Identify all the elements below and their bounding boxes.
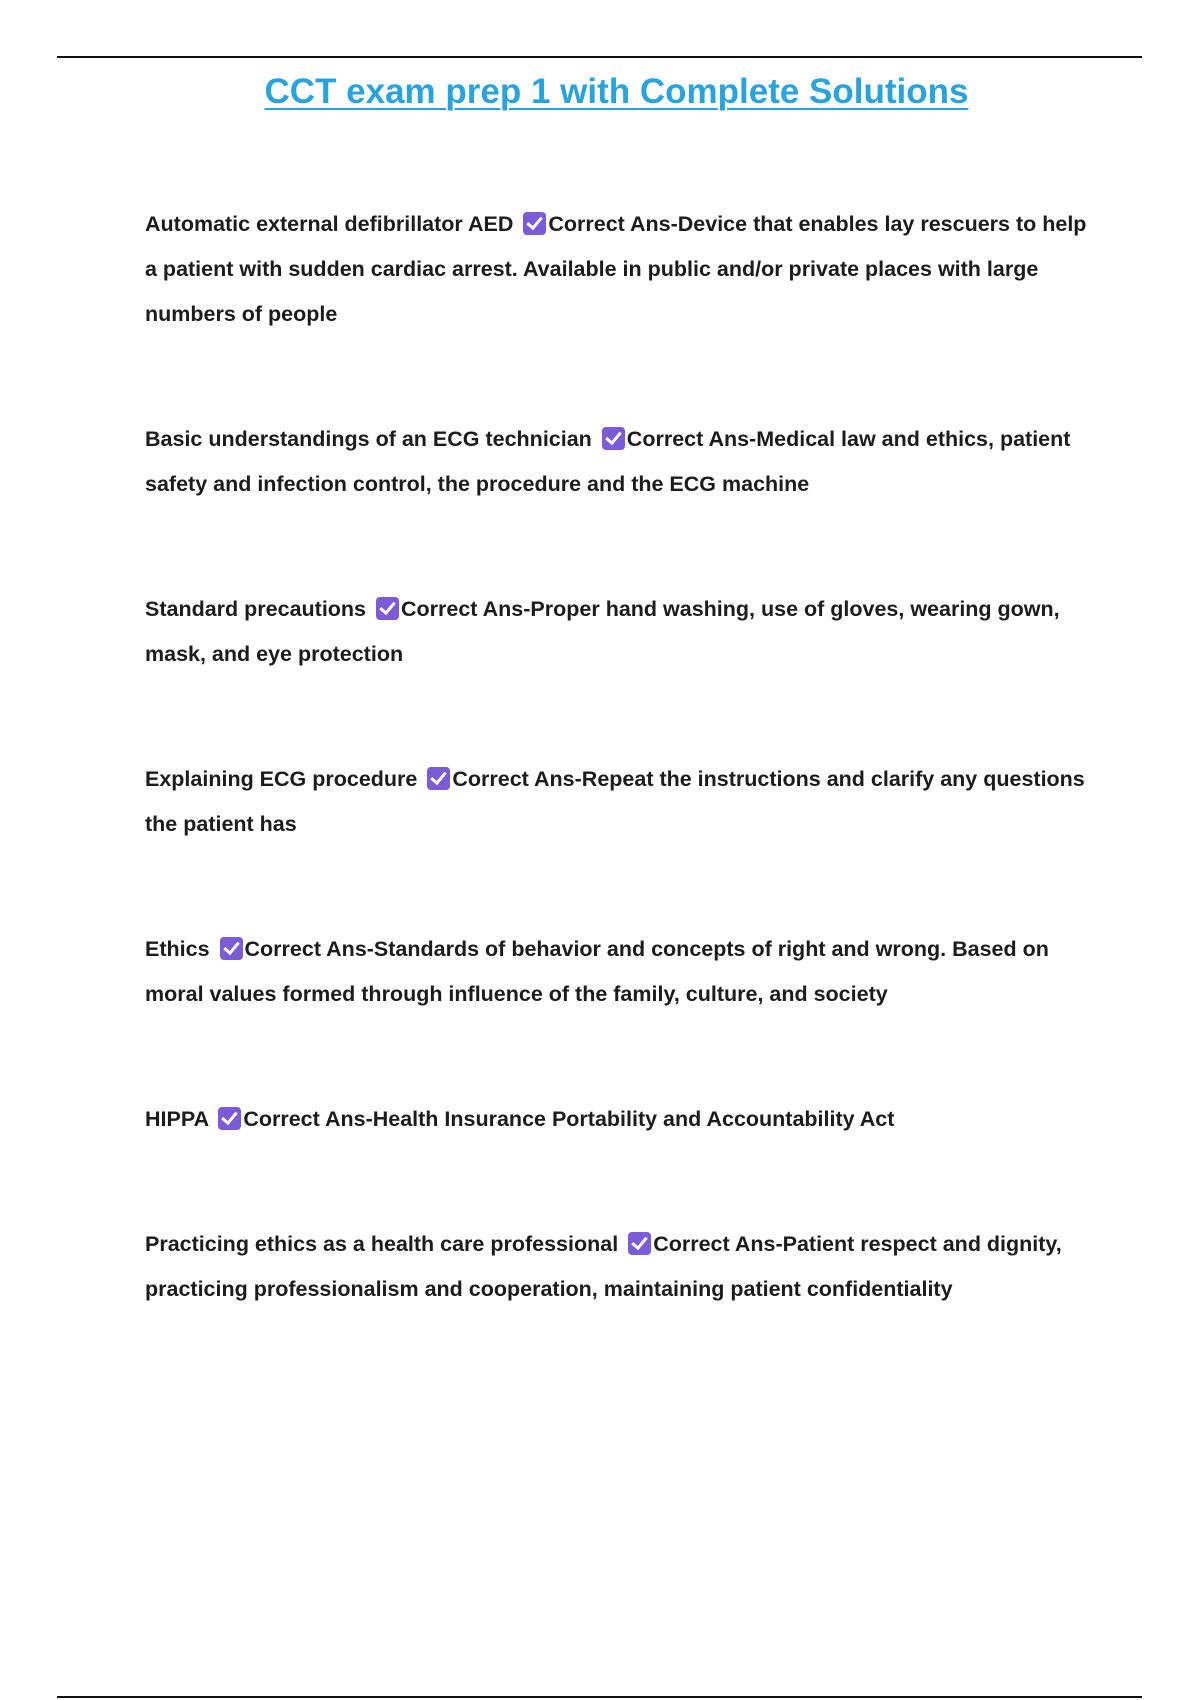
qa-list [145, 202, 1095, 1312]
qa-answer: Correct Ans-Medical law and ethics, patient safety and infection control, the procedure and the ECG machine [145, 427, 1071, 496]
qa-answer: Correct Ans-Repeat the instructions and clarify any questions the patient has [145, 767, 1085, 836]
qa-item [145, 1222, 1095, 1312]
qa-term: Practicing ethics as a health care professional [145, 1232, 619, 1256]
qa-term: Automatic external defibrillator AED [145, 212, 514, 236]
checkbox-checked-icon [376, 597, 399, 620]
qa-item [145, 587, 1095, 677]
qa-item [145, 1097, 1095, 1142]
qa-item [145, 927, 1095, 1017]
checkbox-checked-icon [220, 937, 243, 960]
checkbox-checked-icon [628, 1232, 651, 1255]
qa-term: HIPPA [145, 1107, 209, 1131]
qa-answer: Correct Ans-Proper hand washing, use of gloves, wearing gown, mask, and eye protection [145, 597, 1060, 666]
qa-item [145, 757, 1095, 847]
qa-term: Standard precautions [145, 597, 367, 621]
checkbox-checked-icon [602, 427, 625, 450]
top-divider [57, 56, 1142, 58]
qa-term: Basic understandings of an ECG technician [145, 427, 592, 451]
qa-answer: Correct Ans-Health Insurance Portability and Accountability Act [243, 1107, 895, 1131]
qa-item [145, 202, 1095, 337]
qa-answer: Correct Ans-Device that enables lay rescuers to help a patient with sudden cardiac arrest. Available in public and/or private places with large numbers of people [145, 212, 1087, 326]
qa-term: Ethics [145, 937, 210, 961]
checkbox-checked-icon [218, 1107, 241, 1130]
checkbox-checked-icon [427, 767, 450, 790]
bottom-divider [57, 1696, 1142, 1698]
qa-answer: Correct Ans-Standards of behavior and concepts of right and wrong. Based on moral values formed through influence of the family, culture, and society [145, 937, 1049, 1006]
document-title: CCT exam prep 1 with Complete Solutions [264, 72, 969, 111]
qa-term: Explaining ECG procedure [145, 767, 418, 791]
checkbox-checked-icon [523, 212, 546, 235]
qa-answer: Correct Ans-Patient respect and dignity, practicing professionalism and cooperation, maintaining patient confidentiality [145, 1232, 1062, 1301]
qa-item [145, 417, 1095, 507]
